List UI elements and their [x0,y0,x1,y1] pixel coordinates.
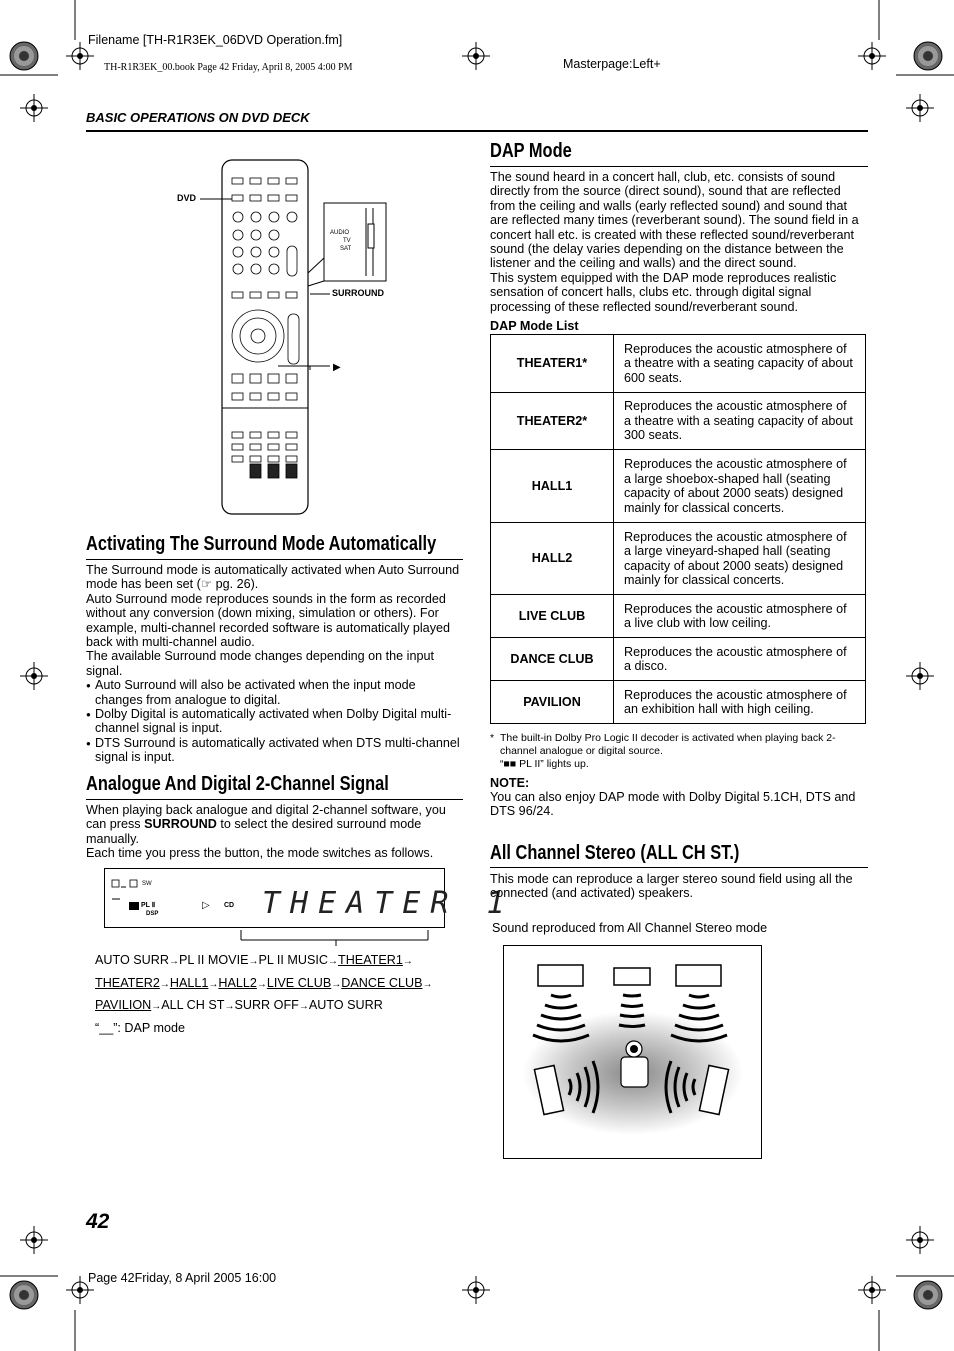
display-sw-icon: SW [142,881,152,887]
remote-label-surround: SURROUND [332,288,385,298]
all-channel-heading: All Channel Stereo (ALL CH ST.) [490,842,740,864]
auto-surround-body [86,563,461,765]
auto-surround-bullet: ● DTS Surround is automatically activated when DTS multi-channel signal is input. [86,736,461,765]
dap-mode-name: THEATER1* [491,335,614,393]
dap-mode-desc: Reproduces the acoustic atmosphere of an exhibition hall with high ceiling. [614,681,866,724]
display-readout: THEATER 1 [262,886,515,921]
footnote-star: * [490,732,495,744]
masterpage-line: Masterpage:Left+ [563,57,661,71]
table-row [491,681,866,724]
analogue-rule [86,799,463,800]
print-line: Page 42Friday, 8 April 2005 16:00 [88,1271,277,1285]
dap-mode-name: PAVILION [491,681,614,724]
footnote-line1: The built-in Dolby Pro Logic II decoder is activated when playing back 2-channel analogue or digital source. [500,732,836,757]
analogue-para1: When playing back analogue and digital 2-channel software, you can press SURROUND to select the desired surround mode manually. [86,803,446,846]
switch-label-sat: SAT [340,246,352,252]
dap-mode-name: THEATER2* [491,393,614,450]
table-row [491,335,866,393]
dap-mode-desc: Reproduces the acoustic atmosphere of a large shoebox-shaped hall (seating capacity of about 2000 seats) designed mainly for classical concerts. [614,450,866,523]
table-row [491,523,866,595]
auto-surround-para2: Auto Surround mode reproduces sounds in the form as recorded without any conversion (down mixing, simulation or others). For example, multi-channel recorded software is automatically played back with multi-channel audio. [86,591,450,650]
remote-label-play: ▶ [333,362,341,373]
surround-button-name: SURROUND [144,817,217,832]
all-channel-para: This mode can reproduce a larger stereo sound field using all the connected (and activated) speakers. [490,872,853,901]
remote-control-illustration [170,158,400,518]
dap-mode-name: HALL1 [491,450,614,523]
auto-surround-para3: The available Surround mode changes depending on the input signal. [86,649,434,678]
page-number: 42 [86,1210,110,1233]
section-title: BASIC OPERATIONS ON DVD DECK [86,110,310,125]
all-channel-rule [490,867,868,868]
dap-heading: DAP Mode [490,140,572,162]
display-pl-icon: PL Ⅱ [141,902,156,909]
note-title: NOTE: [490,776,530,790]
display-play-icon: ▷ [202,900,210,911]
dap-rule [490,166,868,167]
switch-label-audio: AUDIO [330,230,350,236]
dap-mode-desc: Reproduces the acoustic atmosphere of a live club with low ceiling. [614,595,866,638]
header-rule [86,130,868,132]
dap-mode-desc: Reproduces the acoustic atmosphere of a theatre with a seating capacity of about 600 seats. [614,335,866,393]
note-text: You can also enjoy DAP mode with Dolby Digital 5.1CH, DTS and DTS 96/24. [490,790,856,819]
speaker-diagram [503,945,762,1159]
dap-body [490,170,866,314]
table-row [491,638,866,681]
dap-mode-name: LIVE CLUB [491,595,614,638]
table-row [491,450,866,523]
dap-mode-desc: Reproduces the acoustic atmosphere of a large vineyard-shaped hall (seating capacity of about 2000 seats) designed mainly for classical concerts. [614,523,866,595]
auto-surround-bullet: ● Dolby Digital is automatically activated when Dolby Digital multi-channel signal is input. [86,707,461,736]
dap-para2: This system equipped with the DAP mode reproduces realistic sensation of concert halls, clubs etc. through digital signal processing of these reflected sound/reverberant sound. [490,270,837,314]
auto-surround-heading: Activating The Surround Mode Automatically [86,533,437,555]
footnote-line2: “■■ PL II” lights up. [500,758,589,770]
dap-footnote [490,732,866,771]
book-line: TH-R1R3EK_00.book Page 42 Friday, April 8, 2005 4:00 PM [104,62,353,73]
dap-mode-desc: Reproduces the acoustic atmosphere of a disco. [614,638,866,681]
sequence-line-2: THEATER2→HALL1→HALL2→LIVE CLUB→DANCE CLUB→ [95,975,433,990]
dap-mode-table [490,334,866,724]
analogue-heading: Analogue And Digital 2-Channel Signal [86,773,389,795]
switch-label-tv: TV [343,238,351,244]
auto-surround-rule [86,559,463,560]
sequence-line-1: AUTO SURR→PL II MOVIE→PL II MUSIC→THEATER1→ [95,953,413,967]
dap-mode-desc: Reproduces the acoustic atmosphere of a theatre with a seating capacity of about 300 seats. [614,393,866,450]
table-row [491,393,866,450]
dap-list-title: DAP Mode List [490,319,579,333]
dap-mode-name: HALL2 [491,523,614,595]
display-dsp-icon: DSP [146,911,159,917]
auto-surround-para1: The Surround mode is automatically activated when Auto Surround mode has been set (☞ pg. 26). [86,563,460,592]
remote-label-dvd: DVD [177,193,197,203]
display-cd-icon: CD [224,902,235,909]
all-channel-caption: Sound reproduced from All Channel Stereo mode [492,921,768,935]
filename-line: Filename [TH-R1R3EK_06DVD Operation.fm] [88,33,343,47]
dap-mode-name: DANCE CLUB [491,638,614,681]
mode-sequence [95,950,465,1039]
dap-para1: The sound heard in a concert hall, club, etc. consists of sound directly from the source (direct sound), sound that are reflected from the ceiling and walls (early reflected sound) and sound that are reflected many times (reverberant sound). The sound field in a concert hall etc. is created with these reflected sound/reverberant sound (the delay varies depending on the distance between the listener and the ceiling and walls) and the direct sound. [490,170,859,271]
analogue-body [86,803,461,861]
sequence-legend: “__”: DAP mode [95,1020,186,1035]
sequence-line-3: PAVILION→ALL CH ST→SURR OFF→AUTO SURR [95,998,383,1012]
auto-surround-bullet: ● Auto Surround will also be activated when the input mode changes from analogue to digital. [86,678,461,707]
table-row [491,595,866,638]
analogue-para2: Each time you press the button, the mode switches as follows. [86,846,434,861]
